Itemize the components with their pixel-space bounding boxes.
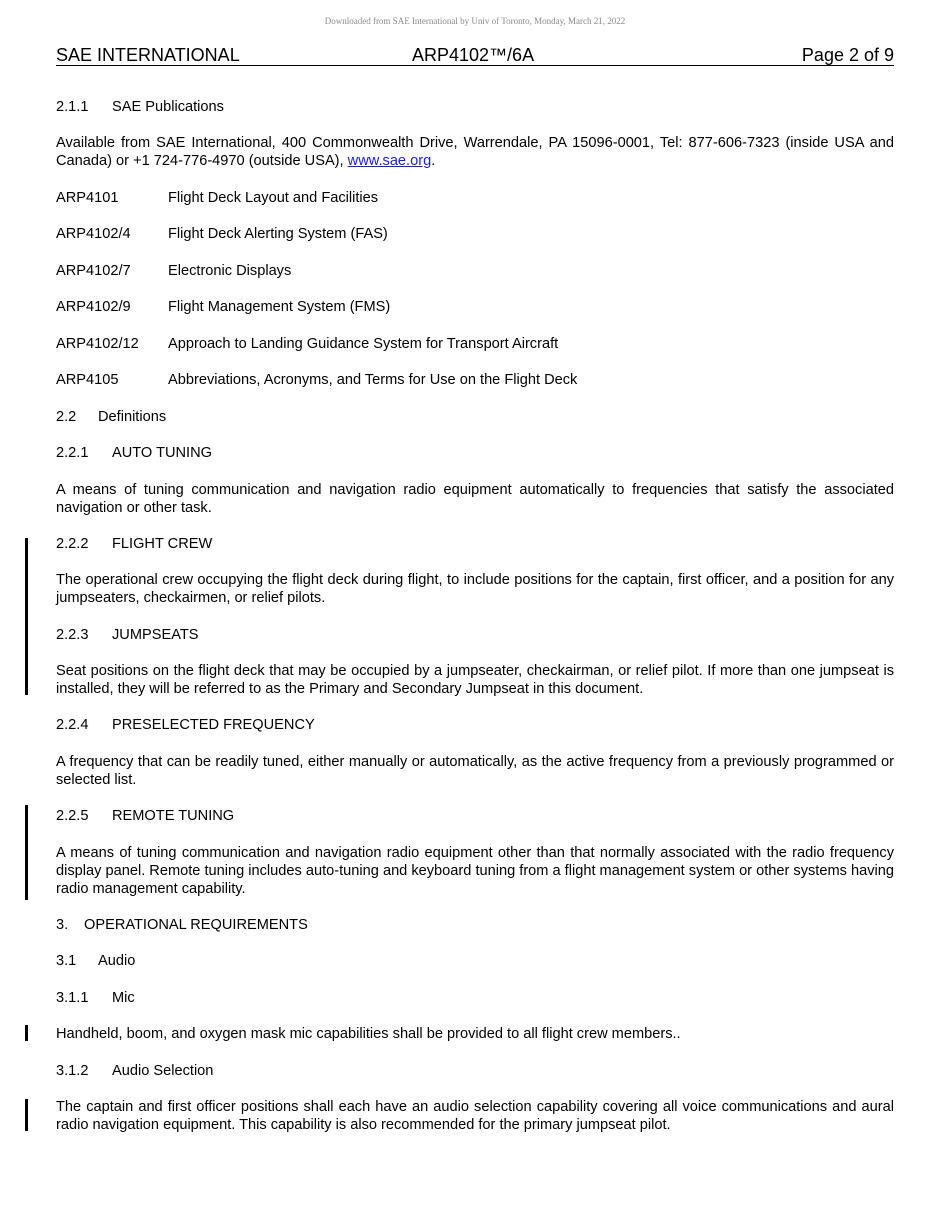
reference-code: ARP4102/12 [56,336,139,352]
reference-title: Electronic Displays [168,263,292,279]
section-title: JUMPSEATS [112,627,199,643]
section-2-2-2-body: The operational crew occupying the flight deck during flight, to include positions for the captain, first officer, and a position for any jumpseaters, checkairmen, or relief pilots. [56,572,894,606]
header-document-number: ARP4102™/6A [412,45,535,65]
section-number: 3.1.2 [56,1063,89,1079]
section-number: 2.2.1 [56,445,89,461]
reference-title: Abbreviations, Acronyms, and Terms for Use on the Flight Deck [168,372,578,388]
sae-website-link[interactable]: www.sae.org [347,153,432,169]
section-number: 2.2.5 [56,808,89,824]
header-page-number: Page 2 of 9 [801,45,894,65]
section-2-2-heading [56,408,894,426]
section-3-1-2-heading [56,1062,894,1080]
section-number: 3.1 [56,953,77,969]
page-header [56,45,894,66]
section-3-1-1-heading [56,989,894,1007]
revision-change-bar [25,538,28,695]
header-publisher: SAE INTERNATIONAL [56,45,240,65]
download-watermark: Downloaded from SAE International by Univ of Toronto, Monday, March 21, 2022 [324,16,626,26]
reference-code: ARP4102/4 [56,226,131,242]
reference-title: Flight Management System (FMS) [168,299,391,315]
section-3-heading [56,916,894,934]
section-number: 2.2.3 [56,627,89,643]
section-number: 2.2.2 [56,536,89,552]
section-number: 2.2 [56,409,77,425]
section-2-2-3-heading [56,626,894,644]
section-3-1-1-body: Handheld, boom, and oxygen mask mic capabilities shall be provided to all flight crew members.. [56,1026,681,1042]
reference-code: ARP4101 [56,190,119,206]
section-title: Definitions [98,409,167,425]
section-title: FLIGHT CREW [112,536,213,552]
section-number: 2.1.1 [56,99,89,115]
section-title: SAE Publications [112,99,224,115]
section-title: Mic [112,990,135,1006]
section-3-1-heading [56,952,894,970]
availability-paragraph [56,134,894,170]
section-number: 3.1.1 [56,990,89,1006]
section-title: REMOTE TUNING [112,808,235,824]
reference-title: Approach to Landing Guidance System for Transport Aircraft [168,336,559,352]
section-2-2-5-heading [56,807,894,825]
reference-title: Flight Deck Layout and Facilities [168,190,379,206]
section-2-2-1-heading [56,444,894,462]
reference-code: ARP4102/9 [56,299,131,315]
availability-end: . [431,153,436,169]
revision-change-bar [25,1099,28,1131]
section-2-2-5-body: A means of tuning communication and navigation radio equipment other than that normally associated with the radio frequency display panel. Remote tuning includes auto-tuning and keyboard tuning from a flight management system or other systems having radio management capability. [56,845,894,897]
section-2-2-2-heading [56,535,894,553]
reference-code: ARP4102/7 [56,263,131,279]
section-2-1-1-heading [56,98,894,116]
section-2-2-4-heading [56,716,894,734]
availability-text: Available from SAE International, 400 Commonwealth Drive, Warrendale, PA 15096-0001, Tel: 877-606-7323 (inside USA and Canada) or +1 724-776-4970 (outside USA), [56,135,894,169]
section-title: OPERATIONAL REQUIREMENTS [84,917,308,933]
revision-change-bar [25,805,28,900]
section-2-2-1-body: A means of tuning communication and navigation radio equipment automatically to frequencies that satisfy the associated navigation or other task. [56,482,894,516]
section-title: PRESELECTED FREQUENCY [112,717,315,733]
section-number: 2.2.4 [56,717,89,733]
section-2-2-4-body: A frequency that can be readily tuned, either manually or automatically, as the active frequency from a previously programmed or selected list. [56,754,894,788]
section-2-2-3-body: Seat positions on the flight deck that may be occupied by a jumpseater, checkairman, or relief pilot. If more than one jumpseat is installed, they will be referred to as the Primary and Secondary Jumpseat in this document. [56,663,894,697]
revision-change-bar [25,1025,28,1041]
section-number: 3. [56,917,69,933]
section-title: AUTO TUNING [112,445,213,461]
reference-code: ARP4105 [56,372,119,388]
reference-title: Flight Deck Alerting System (FAS) [168,226,388,242]
section-title: Audio Selection [112,1063,214,1079]
section-3-1-2-body: The captain and first officer positions shall each have an audio selection capability covering all voice communications and aural radio navigation equipment. This capability is also recommended for the primary jumpseat pilot. [56,1099,894,1133]
section-title: Audio [98,953,136,969]
